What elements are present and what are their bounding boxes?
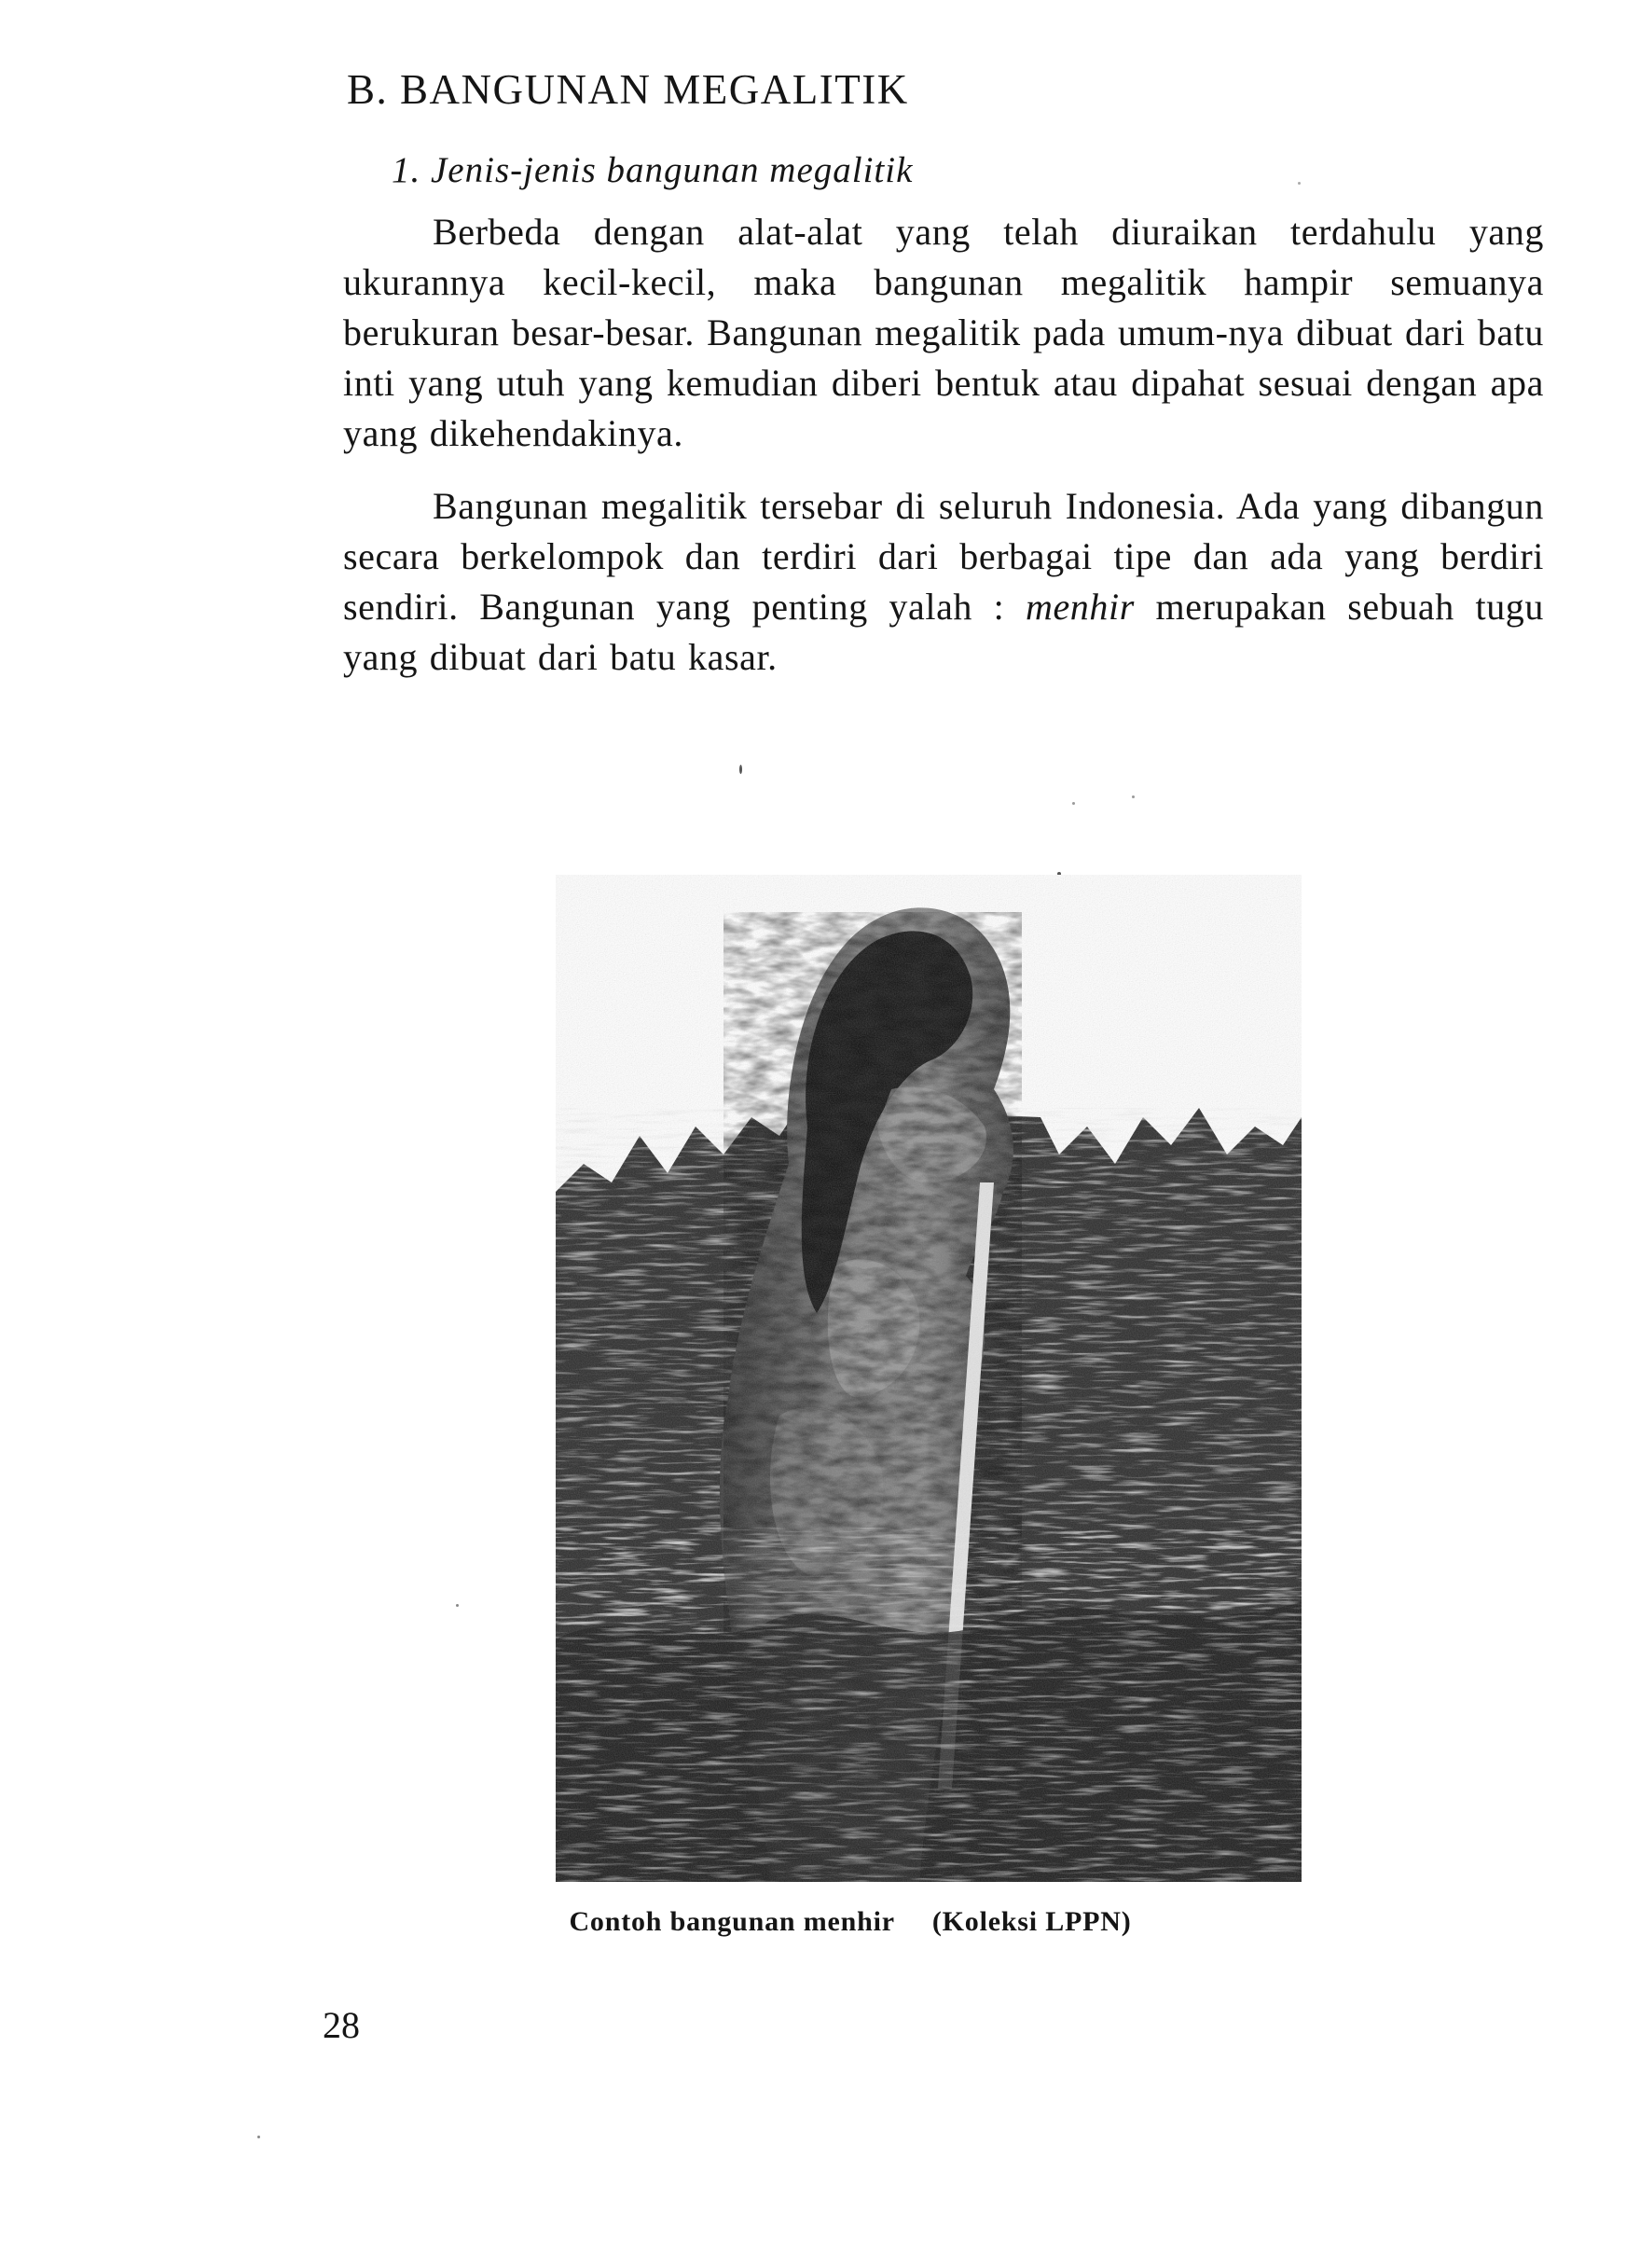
scan-speck (456, 1604, 459, 1607)
menhir-photo (556, 875, 1302, 1882)
menhir-photo-graphic (556, 875, 1302, 1882)
scan-speck (257, 2136, 260, 2138)
section-heading: B. BANGUNAN MEGALITIK (347, 66, 909, 113)
figure-caption (0, 1906, 1626, 1938)
caption-credit: (Koleksi LPPN) (931, 1906, 1132, 1937)
scan-speck (739, 765, 742, 774)
scan-speck (1298, 182, 1301, 185)
paragraph-intro: Berbeda dengan alat-alat yang telah diuraikan terdahulu yang ukurannya kecil-kecil, maka bangunan megalitik hampir semuanya berukuran besar-besar. Bangunan megalitik pada umum-nya dibuat dari batu inti yang utuh yang kemudian diberi bentuk atau dipahat sesuai dengan apa yang dikehendakinya. (343, 211, 1544, 454)
subsection-heading: 1. Jenis-jenis bangunan megalitik (392, 150, 914, 190)
paragraph-distribution-text: Bangunan megalitik tersebar di seluruh Indonesia. Ada yang dibangun secara berkelompok dan terdiri dari berbagai tipe dan ada yang berdiri sendiri. Bangunan yang penting yalah : (343, 485, 1544, 628)
paragraph-distribution (343, 481, 1544, 683)
term-menhir: menhir (1025, 586, 1135, 628)
scan-speck (1132, 795, 1135, 798)
scan-speck (1072, 802, 1075, 805)
page-number: 28 (323, 2004, 360, 2046)
caption-text: Contoh bangunan menhir (569, 1906, 895, 1937)
paragraph-distribution-rest: merupakan sebuah tugu yang dibuat dari batu kasar. (343, 586, 1544, 678)
